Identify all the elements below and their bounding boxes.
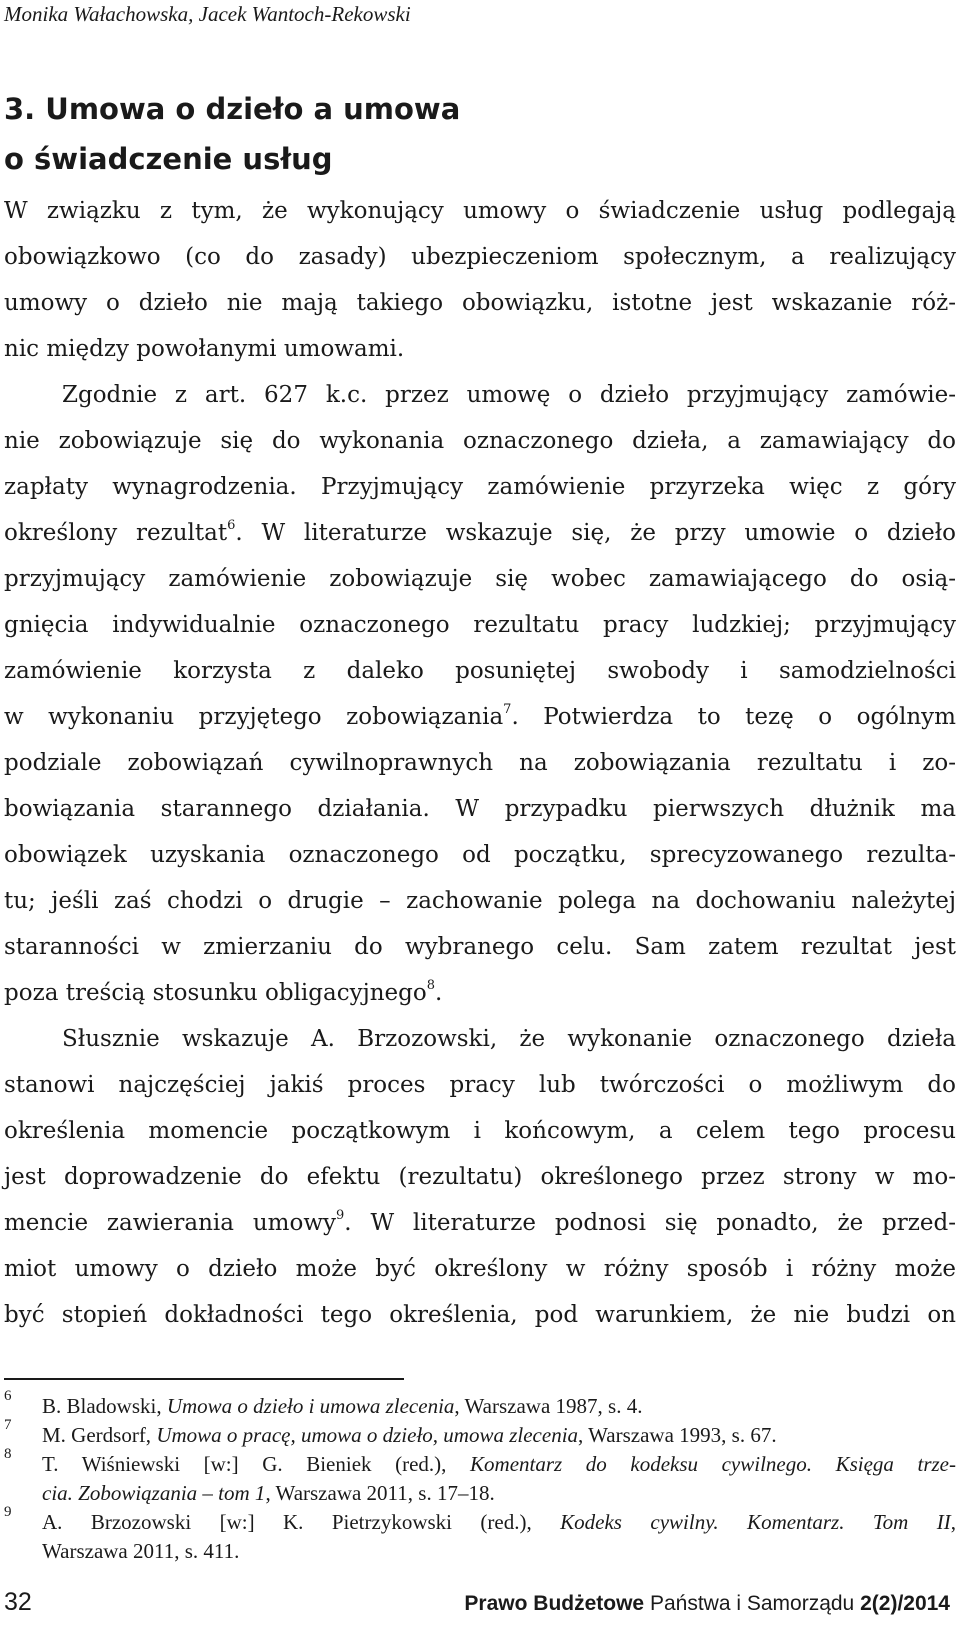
footnote-part: , Warszawa 1987, s. 4.: [454, 1394, 643, 1418]
running-header-authors: Monika Wałachowska, Jacek Wantoch-Rekowski: [4, 2, 411, 26]
body-line: stanowi najczęściej jakiś proces pracy lub twórczości o możliwym do: [4, 1072, 956, 1098]
footnote-text: [42, 1421, 956, 1450]
body-line: Zgodnie z art. 627 k.c. przez umowę o dzieło przyjmujący zamówie-: [62, 382, 956, 408]
footnote-title: Komentarz do kodeksu cywilnego. Księga trze-: [470, 1452, 956, 1476]
body-line: określenia momencie początkowym i końcowym, a celem tego procesu: [4, 1118, 956, 1144]
footnote-part: , Warszawa 2011, s. 17–18.: [265, 1481, 495, 1505]
footnote-title: Umowa o dzieło i umowa zlecenia: [166, 1394, 455, 1418]
footnote-text: [42, 1508, 956, 1566]
footnote-ref-6: 6: [227, 518, 236, 533]
body-line: obowiązek uzyskania oznaczonego od początku, sprecyzowanego rezulta-: [4, 842, 956, 868]
footnote-title: Kodeks cywilny. Komentarz. Tom II: [560, 1510, 951, 1534]
journal-name-rest: Państwa i Samorządu: [649, 1592, 855, 1615]
footnote-part: ,: [950, 1510, 956, 1534]
footnote-title: cia. Zobowiązania – tom 1: [42, 1481, 266, 1505]
body-line: nie zobowiązuje się do wykonania oznaczonego dzieła, a zamawiający do: [4, 428, 956, 454]
footnote-part: B. Bladowski,: [42, 1394, 167, 1418]
footnote-number: 7: [4, 1417, 12, 1433]
footnote-separator: [4, 1378, 404, 1380]
body-line: tu; jeśli zaś chodzi o drugie – zachowanie polega na dochowaniu należytej: [4, 888, 956, 914]
section-title: [4, 84, 604, 184]
body-line: obowiązkowo (co do zasady) ubezpieczeniom społecznym, a realizujący: [4, 244, 956, 270]
body-line-part: mencie zawierania umowy: [4, 1210, 336, 1236]
body-line: [4, 1200, 956, 1246]
body-line: W związku z tym, że wykonujący umowy o świadczenie usług podlegają: [4, 198, 956, 224]
body-line: [4, 694, 956, 740]
page-number: 32: [4, 1588, 32, 1616]
body-line-part: .: [435, 980, 443, 1006]
body-line: bowiązania starannego działania. W przypadku pierwszych dłużnik ma: [4, 796, 956, 822]
body-line: przyjmujący zamówienie zobowiązuje się wobec zamawiającego do osią-: [4, 566, 956, 592]
body-line: staranności w zmierzaniu do wybranego celu. Sam zatem rezultat jest: [4, 934, 956, 960]
body-line: nic między powołanymi umowami.: [4, 336, 405, 362]
footnote-number: 8: [4, 1446, 12, 1462]
body-line-part: . Potwierdza to tezę o ogólnym: [511, 704, 956, 730]
footnote-ref-9: 9: [336, 1208, 345, 1223]
body-line: [4, 510, 956, 556]
journal-name-bold: Prawo Budżetowe: [464, 1592, 645, 1615]
body-line: miot umowy o dzieło może być określony w różny sposób i różny może: [4, 1256, 956, 1282]
body-line-part: określony rezultat: [4, 520, 228, 546]
footnote-text: [42, 1392, 956, 1421]
footnote-number: 6: [4, 1388, 12, 1404]
body-line: podziale zobowiązań cywilnoprawnych na zobowiązania rezultatu i zo-: [4, 750, 956, 776]
footnote-part: Warszawa 2011, s. 411.: [42, 1539, 240, 1563]
footnote-part: , Warszawa 1993, s. 67.: [578, 1423, 777, 1447]
footnote-number: 9: [4, 1504, 12, 1520]
section-title-line-2: o świadczenie usług: [4, 142, 333, 176]
body-line-part: . W literaturze podnosi się ponadto, że przed-: [344, 1210, 956, 1236]
body-line: umowy o dzieło nie mają takiego obowiązku, istotne jest wskazanie róż-: [4, 290, 956, 316]
footnote-ref-8: 8: [426, 978, 436, 993]
footnote-part: M. Gerdsorf,: [42, 1423, 157, 1447]
footnote-part: T. Wiśniewski [w:] G. Bieniek (red.),: [42, 1452, 471, 1476]
journal-issue: 2(2)/2014: [860, 1592, 950, 1615]
body-line: być stopień dokładności tego określenia, pod warunkiem, że nie budzi on: [4, 1302, 956, 1328]
body-line-part: w wykonaniu przyjętego zobowiązania: [4, 704, 504, 730]
section-title-line-1: 3. Umowa o dzieło a umowa: [4, 92, 461, 126]
body-line-part: . W literaturze wskazuje się, że przy umowie o dzieło: [235, 520, 957, 546]
footnote-part: A. Brzozowski [w:] K. Pietrzykowski (red.),: [42, 1510, 561, 1534]
body-line: jest doprowadzenie do efektu (rezultatu) określonego przez strony w mo-: [4, 1164, 956, 1190]
journal-footer: [464, 1592, 950, 1616]
body-line: gnięcia indywidualnie oznaczonego rezultatu pracy ludzkiej; przyjmujący: [4, 612, 956, 638]
footnote-ref-7: 7: [503, 702, 512, 717]
footnote-text: [42, 1450, 956, 1508]
body-line: Słusznie wskazuje A. Brzozowski, że wykonanie oznaczonego dzieła: [62, 1026, 956, 1052]
footnote-title: Umowa o pracę, umowa o dzieło, umowa zlecenia: [156, 1423, 579, 1447]
body-line-part: poza treścią stosunku obligacyjnego: [4, 980, 427, 1006]
body-line: zamówienie korzysta z daleko posuniętej swobody i samodzielności: [4, 658, 956, 684]
body-line: zapłaty wynagrodzenia. Przyjmujący zamówienie przyrzeka więc z góry: [4, 474, 956, 500]
body-line: [4, 970, 956, 1016]
